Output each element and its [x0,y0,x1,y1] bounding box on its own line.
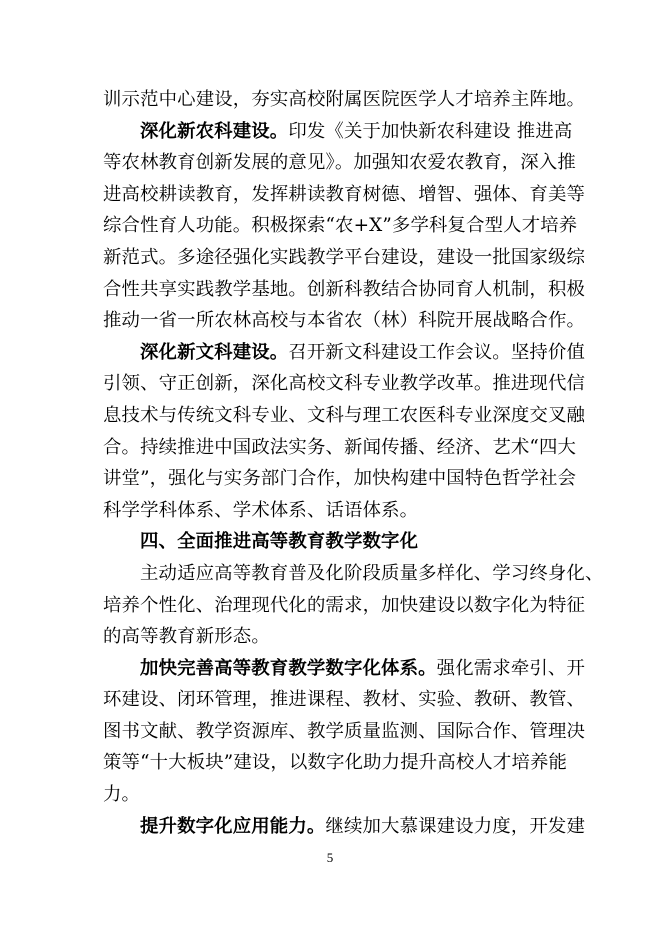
text-run: 进高校耕读教育，发挥耕读教育树德、增智、强体、育美等 [103,183,586,205]
text-run: 力。 [103,784,141,806]
text-run: 综合性育人功能。积极探索“农+X”多学科复合型人才培养 [103,215,578,237]
text-run: 培养个性化、治理现代化的需求，加快建设以数字化为特征 [103,594,586,616]
text-run: 息技术与传统文科专业、文科与理工农医科专业深度交叉融 [103,404,586,426]
text-run: 合。持续推进中国政法实务、新闻传播、经济、艺术“四大 [103,436,577,458]
paragraph-heading: 提升数字化应用能力。 [140,815,326,837]
text-run: 环建设、闭环管理，推进课程、教材、实验、教研、教管、 [103,689,586,711]
text-run: 训示范中心建设，夯实高校附属医院医学人才培养主阵地。 [103,89,586,110]
text-run: 讲堂”，强化与实务部门合作，加快构建中国特色哲学社会 [103,468,577,490]
text-line [103,716,586,748]
section-title: 四、全面推进高等教育教学数字化 [140,531,419,553]
text-run: 科学学科体系、学术体系、话语体系。 [103,499,419,521]
text-line [103,558,604,590]
text-line [103,147,576,179]
text-run: 策等“十大板块”建设，以数字化助力提升高校人才培养能 [103,752,568,774]
text-line [103,274,586,306]
text-line [103,495,565,527]
text-run: 图书文献、教学资源库、教学质量监测、国际合作、管理决 [103,720,586,742]
text-line [103,463,577,495]
text-line [103,621,565,653]
text-run: 印发《关于加快新农科建设 推进高 [288,120,573,142]
text-run: 合性共享实践教学基地。创新科教结合协同育人机制，积极 [103,278,586,300]
text-line [103,747,568,779]
section-heading [103,526,565,558]
text-line [103,242,586,274]
text-line [103,84,586,116]
text-run: 引领、守正创新，深化高校文科专业教学改革。推进现代信 [103,373,586,395]
paragraph-digital-application [103,811,585,843]
text-run: 主动适应高等教育普及化阶段质量多样化、学习终身化、 [140,562,604,584]
text-line [103,432,577,464]
body-text [103,84,604,842]
text-line [103,684,586,716]
text-run: 召开新文科建设工作会议。坚持价值 [288,341,585,363]
paragraph-heading: 加快完善高等教育教学数字化体系。 [140,657,437,679]
text-line [103,400,586,432]
paragraph-heading: 深化新文科建设。 [140,341,289,363]
text-run: 的高等教育新形态。 [103,626,270,648]
text-line [103,368,586,400]
paragraph-digital-system [103,653,585,685]
page-number: 5 [326,850,334,865]
text-line [103,590,586,622]
text-line [103,179,586,211]
text-run: 继续加大慕课建设力度，开发建 [325,815,585,837]
text-line [103,210,578,242]
text-run: 新范式。多途径强化实践教学平台建设，建设一批国家级综 [103,246,586,268]
text-run: 等农林教育创新发展的意见》。加强知农爱农教育，深入推 [103,152,576,174]
text-run: 强化需求牵引、开 [436,657,585,679]
text-run: 推动一省一所农林高校与本省农（林）科院开展战略合作。 [103,310,586,332]
text-line [103,305,586,337]
paragraph-new-liberal-arts [103,337,585,369]
paragraph-new-agriculture [103,116,573,148]
text-line [103,779,565,811]
paragraph-heading: 深化新农科建设。 [140,120,289,142]
